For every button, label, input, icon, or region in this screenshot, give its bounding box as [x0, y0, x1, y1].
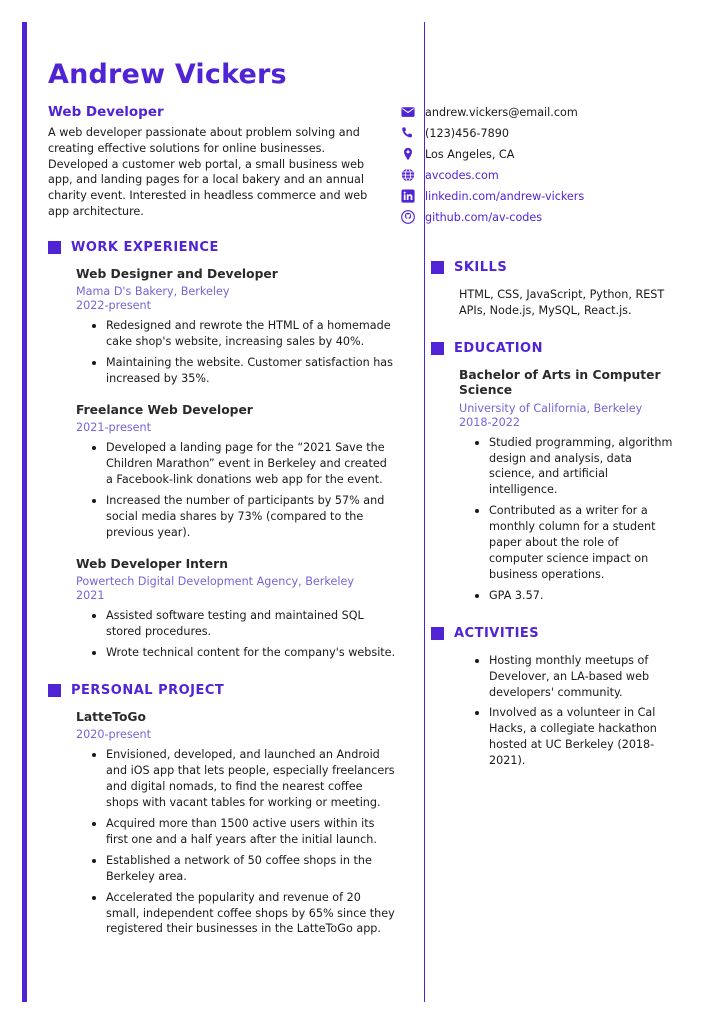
section-title-work-experience: WORK EXPERIENCE	[71, 240, 219, 256]
list-item: Established a network of 50 coffee shops in the Berkeley area.	[92, 853, 396, 885]
entry-bullets	[76, 608, 396, 661]
email-icon	[400, 105, 415, 120]
contact-linkedin[interactable]: linkedin.com/andrew-vickers	[425, 189, 585, 203]
contact-location: Los Angeles, CA	[425, 147, 515, 161]
section-education	[431, 341, 675, 604]
square-bullet-icon	[48, 241, 61, 254]
section-skills	[431, 260, 675, 319]
job-title: Web Developer	[48, 103, 164, 120]
list-item: Hosting monthly meetups of Develover, an LA-based web developers' community.	[475, 653, 675, 701]
entry-bullets	[76, 440, 396, 540]
location-icon	[400, 147, 415, 162]
list-item: Redesigned and rewrote the HTML of a homemade cake shop's website, increasing sales by 40%.	[92, 318, 396, 350]
entry-date: 2020-present	[76, 728, 152, 742]
contact-website[interactable]: avcodes.com	[425, 168, 499, 182]
section-work-experience	[48, 240, 396, 661]
experience-entry	[48, 267, 396, 387]
entry-role: Freelance Web Developer	[76, 403, 253, 418]
contact-row-linkedin	[400, 188, 690, 204]
contact-row-website	[400, 167, 690, 183]
section-head-education	[431, 341, 675, 356]
entry-bullets	[459, 435, 675, 604]
entry-company: Powertech Digital Development Agency, Berkeley	[76, 575, 354, 589]
contact-row-location	[400, 146, 690, 162]
entry-degree: Bachelor of Arts in Computer Science	[459, 367, 661, 398]
section-head-work-experience	[48, 240, 396, 255]
section-title-education: EDUCATION	[454, 340, 543, 356]
section-head-activities	[431, 626, 675, 641]
section-head-skills	[431, 260, 675, 275]
entry-role: Web Designer and Developer	[76, 267, 278, 282]
contact-row-email	[400, 104, 690, 120]
entry-date: 2018-2022	[459, 415, 520, 429]
list-item: Involved as a volunteer in Cal Hacks, a collegiate hackathon hosted at UC Berkeley (2018-2021).	[475, 705, 675, 769]
entry-bullets	[76, 747, 396, 937]
list-item: Assisted software testing and maintained SQL stored procedures.	[92, 608, 396, 640]
education-entry	[431, 368, 675, 604]
entry-date: 2021	[76, 589, 105, 603]
professional-summary: A web developer passionate about problem solving and creating effective solutions for online businesses. Developed a customer web portal, a small business web app, and landing pages for a local bakery and an annual charity event. Interested in headless commerce and web app architecture.	[48, 125, 368, 219]
section-title-activities: ACTIVITIES	[454, 625, 540, 641]
list-item: GPA 3.57.	[475, 588, 675, 604]
entry-bullets	[459, 653, 675, 769]
resume-header	[48, 59, 688, 224]
entry-role: LatteToGo	[76, 709, 146, 724]
right-column	[431, 260, 675, 791]
left-accent-bar	[22, 22, 27, 1002]
page-title: Andrew Vickers	[48, 59, 287, 90]
entry-date: 2021-present	[76, 421, 152, 435]
entry-date: 2022-present	[76, 299, 152, 313]
experience-entry	[48, 557, 396, 661]
project-entry	[48, 710, 396, 937]
entry-school: University of California, Berkeley	[459, 401, 643, 415]
section-title-skills: SKILLS	[454, 260, 508, 276]
list-item: Accelerated the popularity and revenue of 20 small, independent coffee shops by 65% since they registered their businesses in the LatteToGo app.	[92, 890, 396, 938]
section-personal-project	[48, 683, 396, 937]
square-bullet-icon	[431, 261, 444, 274]
list-item: Envisioned, developed, and launched an Android and iOS app that lets people, especially freelancers and digital nomads, to find the nearest coffee shops with vacant tables for working or meeting.	[92, 747, 396, 811]
square-bullet-icon	[431, 342, 444, 355]
section-head-personal-project	[48, 683, 396, 698]
skills-text: HTML, CSS, JavaScript, Python, REST APIs, Node.js, MySQL, React.js.	[459, 288, 665, 318]
list-item: Acquired more than 1500 active users within its first one and a half years after the initial launch.	[92, 816, 396, 848]
activities-entry	[431, 653, 675, 769]
contact-github[interactable]: github.com/av-codes	[425, 210, 543, 224]
experience-entry	[48, 403, 396, 541]
square-bullet-icon	[48, 684, 61, 697]
entry-company: Mama D's Bakery, Berkeley	[76, 285, 230, 299]
list-item: Wrote technical content for the company's website.	[92, 645, 396, 661]
list-item: Increased the number of participants by 57% and social media shares by 73% (compared to the previous year).	[92, 493, 396, 541]
globe-icon	[400, 168, 415, 183]
contact-row-github	[400, 209, 690, 225]
contact-phone[interactable]: (123)456-7890	[425, 126, 509, 140]
list-item: Contributed as a writer for a monthly column for a student paper about the role of computer science impact on business operations.	[475, 503, 675, 583]
linkedin-icon	[400, 189, 415, 204]
left-column	[48, 240, 396, 959]
resume-content	[48, 59, 688, 936]
contact-block	[400, 104, 690, 230]
entry-role: Web Developer Intern	[76, 556, 228, 571]
phone-icon	[400, 126, 415, 141]
section-title-personal-project: PERSONAL PROJECT	[71, 682, 225, 698]
section-activities	[431, 626, 675, 769]
list-item: Studied programming, algorithm design and analysis, data science, and artificial intelligence.	[475, 435, 675, 499]
square-bullet-icon	[431, 627, 444, 640]
entry-bullets	[76, 318, 396, 387]
contact-row-phone	[400, 125, 690, 141]
contact-email[interactable]: andrew.vickers@email.com	[425, 105, 578, 119]
list-item: Developed a landing page for the “2021 Save the Children Marathon” event in Berkeley and created a Facebook-link donations web app for the event.	[92, 440, 396, 488]
github-icon	[400, 210, 415, 225]
list-item: Maintaining the website. Customer satisfaction has increased by 35%.	[92, 355, 396, 387]
